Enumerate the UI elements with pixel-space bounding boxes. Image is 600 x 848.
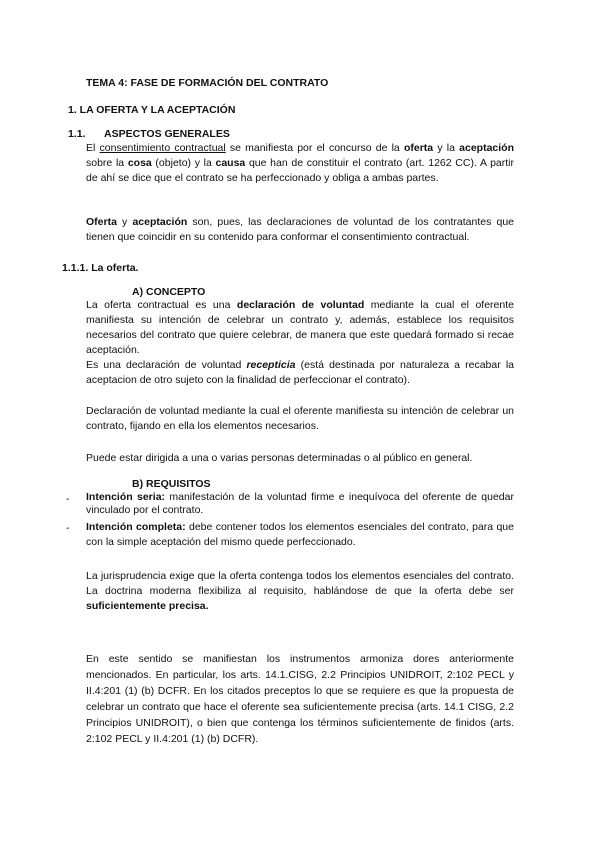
heading-1: 1. LA OFERTA Y LA ACEPTACIÓN	[68, 104, 236, 116]
paragraph-consentimiento: El consentimiento contractual se manifiesta por el concurso de la oferta y la aceptación sobre la cosa (objeto) y la causa que han de constituir el contrato (art. 1262 CC). A partir de ahí se dice que el contrato se ha perfeccionado y obliga a ambas partes.	[86, 142, 514, 184]
document-title: TEMA 4: FASE DE FORMACIÓN DEL CONTRATO	[86, 77, 329, 89]
paragraph-jurisprudencia: La jurisprudencia exige que la oferta contenga todos los elementos esenciales del contrato. La doctrina moderna flexibiliza al requisito, hablándose de que la oferta debe ser suficientemente precisa.	[86, 570, 514, 612]
bullet-marker: -	[66, 493, 70, 505]
requisito-intencion-completa: Intención completa: debe contener todos los elementos esenciales del contrato, para que con la simple aceptación del mismo quede perfeccionado.	[86, 521, 514, 548]
paragraph-oferta-aceptacion: Oferta y aceptación son, pues, las declaraciones de voluntad de los contratantes que tienen que coincidir en su contenido para conformar el consentimiento contractual.	[86, 216, 515, 243]
paragraph-declaracion: Declaración de voluntad mediante la cual el oferente manifiesta su intención de celebrar un contrato, fijando en ella los elementos necesarios.	[86, 405, 514, 432]
paragraph-recepticia: Es una declaración de voluntad recepticia (está destinada por naturaleza a recabar la aceptacion de otro sujeto con la finalidad de perfeccionar el contrato).	[86, 359, 515, 386]
bullet-marker: -	[66, 522, 70, 534]
requisito-intencion-seria: Intención seria: manifestación de la voluntad firme e inequívoca del oferente de quedar vinculado por el contrato.	[86, 491, 514, 516]
heading-1-1-title: ASPECTOS GENERALES	[104, 128, 230, 140]
heading-1-1-number: 1.1.	[68, 128, 86, 140]
paragraph-dirigida: Puede estar dirigida a una o varias personas determinadas o al público en general.	[86, 452, 473, 464]
heading-concepto: A) CONCEPTO	[132, 286, 206, 298]
heading-requisitos: B) REQUISITOS	[132, 478, 211, 490]
paragraph-instrumentos: En este sentido se manifiestan los instrumentos armoniza dores anteriormente mencionados. En particular, los arts. 14.1.CISG, 2.2 Principios UNIDROIT, 2:102 PECL y II.4:201 (1) (b) DCFR. En los citados preceptos lo que se requiere es que la propuesta de celebrar un contrato que hace el oferente sea suficientemente precisa (arts. 14.1 CISG, 2.2 Principios UNIDROIT), o bien que contenga los términos suficientemente de finidos (arts. 2:102 PECL y II.4:201 (1) (b) DCFR).	[86, 653, 514, 745]
heading-1-1-1: 1.1.1. La oferta.	[62, 262, 139, 274]
paragraph-concepto: La oferta contractual es una declaración de voluntad mediante la cual el oferente manifiesta su intención de celebrar un contrato y, además, establece los requisitos necesarios del contrato que quiere celebrar, de manera que este quedará formado si recae aceptación.	[86, 299, 514, 356]
